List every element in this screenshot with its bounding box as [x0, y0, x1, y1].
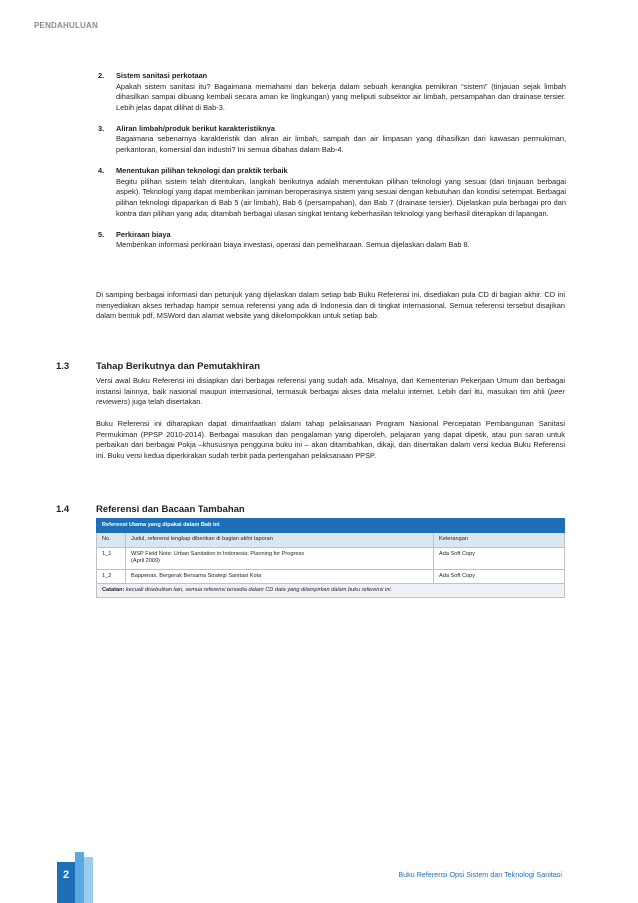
table-caption: Referensi Utama yang dipakai dalam Bab ini — [97, 519, 565, 533]
list-item-title: Sistem sanitasi perkotaan — [116, 71, 208, 80]
list-item-body: Begitu pilihan sistem telah ditentukan, langkah berikutnya adalah menentukan pilihan teknologi yang sesuai (dari tinjauan berbagai aspek). Teknologi yang dapat memberikan jaminan beroperasinya sistem yang sesuai dengan kebutuhan dan kondisi setempat. Berbagai pilihan teknologi dipaparkan di Bab 5 (air limbah), Bab 6 (persampahan), dan Bab 7 (drainase tersier). Dijelaskan pula berbagai pro dan kontra dari pilihan yang ada; ditambah berbagai ulasan singkat tentang keberhasilan teknologi yang berhasil diterapkan di lapangan. — [116, 176, 566, 218]
table-note-row — [97, 584, 565, 598]
footer-decor-bar-light — [84, 857, 93, 903]
section-number: 1.3 — [56, 361, 70, 372]
list-item-title: Aliran limbah/produk berikut karakteristiknya — [116, 123, 275, 133]
table-caption-row — [97, 519, 565, 533]
footer-book-title: Buku Referensi Opsi Sistem dan Teknologi Sanitasi — [398, 870, 562, 879]
section-paragraph: Buku Referensi ini diharapkan dapat dimanfaatkan dalam tahap pelaksanaan Program Nasional Percepatan Pembangunan Sanitasi Permukiman (PPSP 2010-2014). Berbagai masukan dan pengalaman yang diperoleh, pelajaran yang dapat dipetik, atau pun saran untuk perbaikan dari berbagai Pokja –khususnya pengguna buku ini – akan ditambahkan, dikaji, dan disertakan dalam versi kedua Buku Referensi ini. Buku versi kedua diperkirakan sudah terbit pada pertengahan pelaksanaan PPSP. — [96, 419, 565, 460]
table-note — [97, 584, 565, 598]
list-item-number: 3. — [98, 123, 105, 133]
list-item-body: Memberikan informasi perkiraan biaya investasi, operasi dan pemeliharaan. Semua dijelaskan dalam Bab 8. — [116, 240, 470, 250]
list-item-body: Bagaimana sebenarnya karakteristik dan aliran air limbah, sampah dan air limpasan yang dihasilkan dari kawasan permukiman, perkantoran, komersial dan industri? Ini semua dibahas dalam Bab-4. — [116, 134, 566, 155]
table-cell-title — [126, 547, 434, 569]
reference-table — [96, 518, 565, 598]
table-cell-note: Ada Soft Copy — [434, 547, 565, 569]
note-label: Catatan: — [102, 587, 125, 594]
list-item — [96, 124, 566, 156]
reference-title: WSP Field Note: Urban Sanitation in Indonesia: Planning for Progress — [131, 550, 305, 557]
footer-decor-bar-mid — [75, 852, 84, 903]
paragraph-italic-text: peer reviewers — [96, 386, 565, 407]
section-title: Tahap Berikutnya dan Pemutakhiran — [96, 361, 261, 372]
table-cell-note: Ada Soft Copy — [434, 569, 565, 583]
reference-date: (April 2009) — [131, 558, 160, 565]
table-header-row — [97, 533, 565, 547]
intro-paragraph: Di samping berbagai informasi dan petunjuk yang dijelaskan dalam setiap bab Buku Referensi ini, disediakan pula CD di bagian akhir. CD ini menyediakan akses terhadap hampir semua referensi yang ada di Indonesia dan di tingkat internasional. Semua referensi tersebut disajikan dalam bentuk pdf, MSWord dan alamat website yang dikelompokkan untuk setiap bab. — [96, 290, 565, 321]
table-row — [97, 569, 565, 583]
section-paragraph — [96, 376, 565, 408]
note-text: kecuali disebutkan lain, semua referensi tersedia dalam CD data yang dilampirkan dalam buku referensi ini. — [124, 587, 393, 594]
page-number: 2 — [62, 869, 70, 881]
list-item-title: Menentukan pilihan teknologi dan praktik terbaik — [116, 166, 288, 176]
running-header: PENDAHULUAN — [34, 21, 98, 30]
column-header-no: No. — [97, 533, 126, 547]
list-item-body: Apakah sistem sanitasi itu? Bagaimana memahami dan bekerja dalam sebuah kerangka pemikiran “sistem” (tinjauan sejak limbah dihasilkan sampai dibuang kembali secara aman ke lingkungan) yang meliputi subsektor air limbah, persampahan dan drainase tersier. Lebih jelas dapat dilihat di Bab-3. — [116, 81, 566, 112]
list-item — [96, 71, 566, 113]
list-item-title: Perkiraan biaya — [116, 229, 171, 239]
column-header-title: Judul, referensi lengkap diberikan di bagian akhir laporan — [126, 533, 434, 547]
section-title: Referensi dan Bacaan Tambahan — [96, 504, 245, 515]
list-item-number: 4. — [98, 166, 105, 176]
paragraph-text: Versi awal Buku Referensi ini disiapkan dari berbagai referensi yang sudah ada. Misalnya, dari Kementerian Pekerjaan Umum dan berbagai instansi lainnya, baik nasional maupun internasional, termasuk berbagai akses data melalui internet. Lebih dari itu, masukan tim ahli ( — [96, 376, 565, 396]
table-cell-no: 1_1 — [97, 547, 126, 569]
list-item-number: 2. — [98, 71, 105, 80]
section-number: 1.4 — [56, 504, 70, 515]
table-cell-title: Bappenas, Bergerak Bersama Strategi Sanitasi Kota — [126, 569, 434, 583]
table-cell-no: 1_2 — [97, 569, 126, 583]
list-item — [96, 230, 566, 251]
table-row — [97, 547, 565, 569]
paragraph-text: ) juga telah disertakan. — [127, 397, 203, 407]
column-header-note: Keterangan — [434, 533, 565, 547]
list-item-number: 5. — [98, 229, 105, 239]
numbered-list — [96, 71, 566, 261]
list-item — [96, 166, 566, 219]
